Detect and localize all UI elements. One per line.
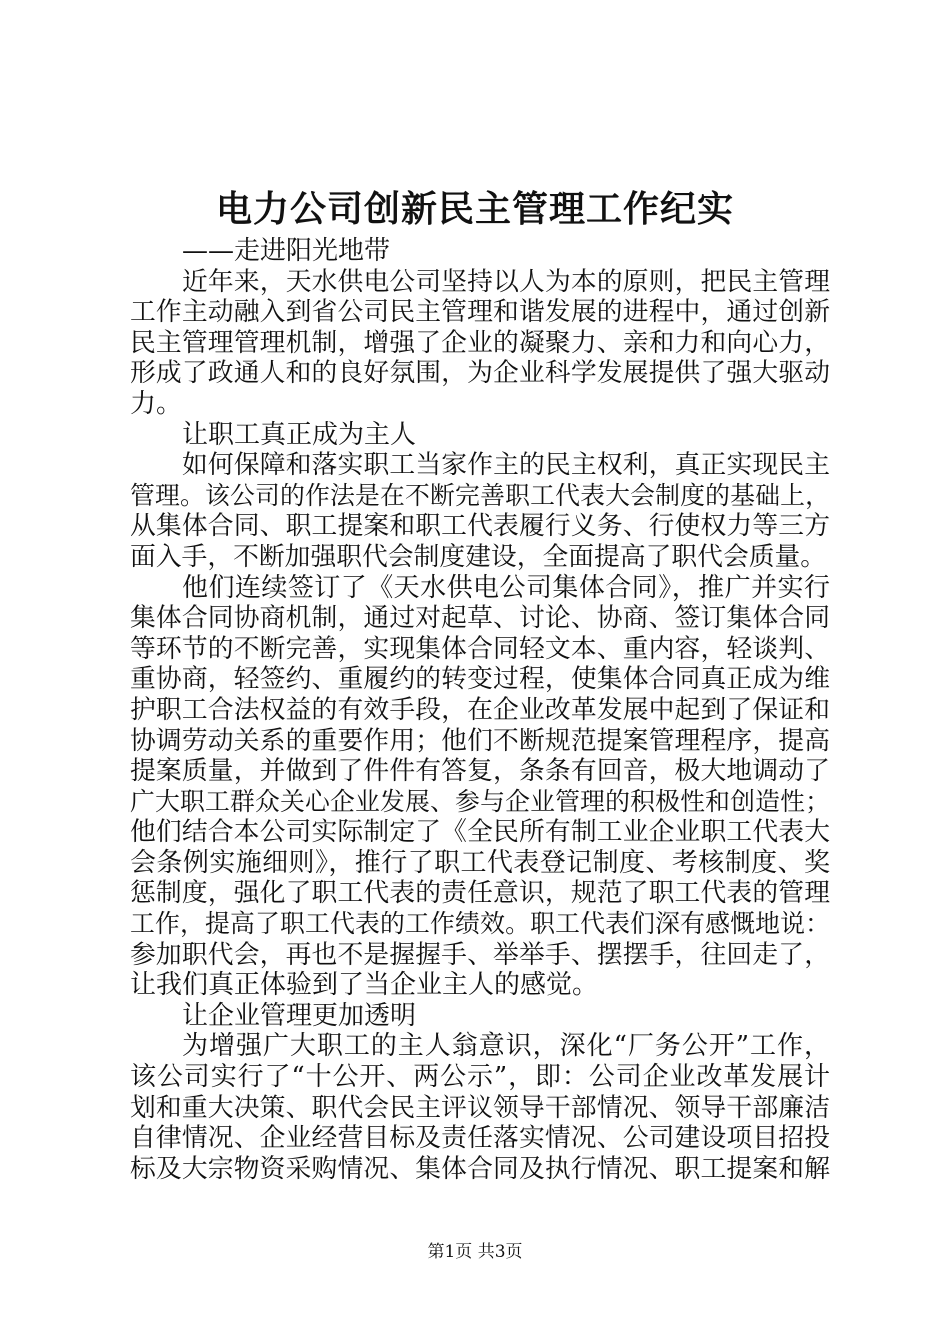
body-text-line: 协调劳动关系的重要作用；他们不断规范提案管理程序，提高 (130, 725, 830, 756)
body-text-line: 力。 (130, 388, 183, 419)
body-text-line: 近年来，天水供电公司坚持以人为本的原则，把民主管理 (182, 266, 830, 297)
body-text-line: 重协商，轻签约、重履约的转变过程，使集体合同真正成为维 (130, 664, 830, 695)
body-text-line: 护职工合法权益的有效手段，在企业改革发展中起到了保证和 (130, 694, 830, 725)
body-text-line: 形成了政通人和的良好氛围，为企业科学发展提供了强大驱动 (130, 358, 830, 389)
body-text-line: 如何保障和落实职工当家作主的民主权利，真正实现民主 (182, 450, 830, 481)
section-heading-line: ——走进阳光地带 (182, 236, 391, 266)
body-text-line: 惩制度，强化了职工代表的责任意识，规范了职工代表的管理 (130, 878, 830, 909)
body-text-line: 等环节的不断完善，实现集体合同轻文本、重内容，轻谈判、 (130, 633, 830, 664)
body-text-line: 民主管理管理机制，增强了企业的凝聚力、亲和力和向心力， (130, 327, 830, 358)
page-number: 第1页 共3页 (427, 1242, 523, 1262)
body-text-line: 广大职工群众关心企业发展、参与企业管理的积极性和创造性； (130, 786, 830, 816)
body-text-line: 自律情况、企业经营目标及责任落实情况、公司建设项目招投 (130, 1123, 830, 1154)
section-heading-line: 让企业管理更加透明 (182, 1000, 417, 1031)
body-text-line: 为增强广大职工的主人翁意识，深化“厂务公开”工作， (182, 1031, 830, 1062)
body-text-line: 划和重大决策、职代会民主评议领导干部情况、领导干部廉洁 (130, 1092, 830, 1123)
document-body (130, 236, 830, 1184)
body-text-line: 提案质量，并做到了件件有答复，条条有回音，极大地调动了 (130, 756, 830, 787)
body-text-line: 管理。该公司的作法是在不断完善职工代表大会制度的基础上， (130, 480, 830, 510)
body-text-line: 他们结合本公司实际制定了《全民所有制工业企业职工代表大 (130, 817, 830, 848)
body-text-line: 面入手，不断加强职代会制度建设，全面提高了职代会质量。 (130, 541, 827, 572)
section-heading-line: 让职工真正成为主人 (182, 419, 417, 450)
body-text-line: 让我们真正体验到了当企业主人的感觉。 (130, 970, 599, 1001)
document-title: 电力公司创新民主管理工作纪实 (215, 188, 734, 230)
body-text-line: 从集体合同、职工提案和职工代表履行义务、行使权力等三方 (130, 511, 830, 542)
body-text-line: 工作，提高了职工代表的工作绩效。职工代表们深有感慨地说： (130, 909, 830, 939)
body-text-line: 工作主动融入到省公司民主管理和谐发展的进程中，通过创新 (130, 297, 830, 328)
body-text-line: 标及大宗物资采购情况、集体合同及执行情况、职工提案和解 (130, 1153, 830, 1184)
body-text-line: 参加职代会，再也不是握握手、举举手、摆摆手，往回走了， (130, 939, 830, 970)
body-text-line: 会条例实施细则》，推行了职工代表登记制度、考核制度、奖 (130, 847, 830, 878)
body-text-line: 他们连续签订了《天水供电公司集体合同》，推广并实行 (182, 572, 830, 603)
body-text-line: 该公司实行了“十公开、两公示”，即：公司企业改革发展计 (130, 1062, 830, 1093)
body-text-line: 集体合同协商机制，通过对起草、讨论、协商、签订集体合同 (130, 603, 830, 634)
